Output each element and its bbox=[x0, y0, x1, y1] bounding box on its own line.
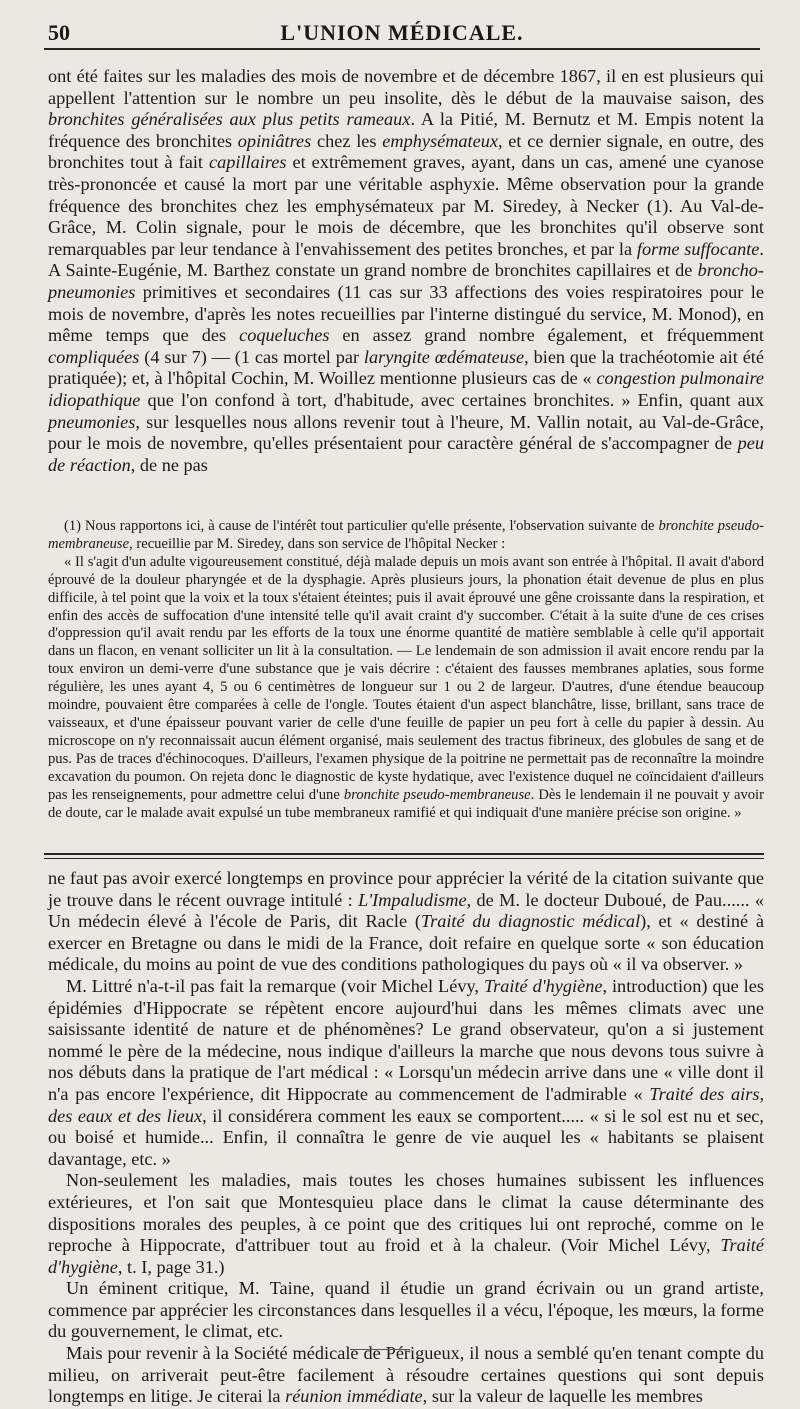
paragraph: Non-seulement les maladies, mais toutes les choses humaines subissent les influences extérieures, et l'on sait que Montesquieu place dans le climat la cause déterminante des dispositions morales des peuples, à ce point que des critiques lui ont reproché, comme on le reproche à Hippocrate, d'attribuer tout au froid et à la chaleur. (Voir Michel Lévy, Traité d'hygiène, t. I, page 31.) bbox=[48, 1170, 764, 1277]
upper-article-text bbox=[48, 66, 764, 476]
paragraph: M. Littré n'a-t-il pas fait la remarque (voir Michel Lévy, Traité d'hygiène, introduction) que les épidémies d'Hippocrate se répètent encore aujourd'hui dans les mêmes climats avec une saisissante identité de nature et de phénomènes? Le grand observateur, qu'on a si justement nommé le père de la médecine, nous indique d'ailleurs la marche que nous devons tous suivre à nos débuts dans la pratique de l'art médical : « Lorsqu'un médecin arrive dans une « ville dont il n'a pas encore l'expérience, dit Hippocrate au commencement de l'admirable « Traité des airs, des eaux et des lieux, il considérera comment les eaux se comportent..... « si le sol est nu et sec, ou boisé et humide... Enfin, il connaîtra le genre de vie auquel les « habitants se plaisent davantage, etc. » bbox=[48, 975, 765, 1169]
paragraph: ont été faites sur les maladies des mois de novembre et de décembre 1867, il en est plusieurs qui appellent l'attention sur le nombre un peu insolite, dès le début de la mauvaise saison, des bronchites généralisées aux plus petits rameaux. A la Pitié, M. Bernutz et M. Empis notent la fréquence des bronchites opiniâtres chez les emphysémateux, et ce dernier signale, en outre, des bronchites tout à fait capillaires et extrêmement graves, ayant, dans un cas, amené une cyanose très-prononcée et causé la mort par une véritable asphyxie. Même observation pour la grande fréquence des bronchites chez les emphysémateux par M. Siredey, à Necker (1). Au Val-de-Grâce, M. Colin signale, pour le mois de décembre, que les bronchites qu'il observe sont remarquables par leur tendance à l'envahissement des petites bronches, et par la forme suffocante. A Sainte-Eugénie, M. Barthez constate un grand nombre de bronchites capillaires et de broncho-pneumonies primitives et secondaires (11 cas sur 33 affections des voies respiratoires pour le mois de novembre, d'après les notes recueillies par l'interne distingué du service, M. Monod), en même temps que des coqueluches en assez grand nombre également, et fréquemment compliquées (4 sur 7) — (1 cas mortel par laryngite œdémateuse, bien que la trachéotomie ait été pratiquée); et, à l'hôpital Cochin, M. Woillez mentionne plusieurs cas de « congestion pulmonaire idiopathique que l'on confond à tort, d'habitude, avec certaines bronchites. » Enfin, quant aux pneumonies, sur lesquelles nous allons revenir tout à l'heure, M. Vallin notait, au Val-de-Grâce, pour le mois de novembre, qu'elles présentaient pour caractère général de s'accompagner de peu de réaction, de ne pas bbox=[48, 66, 765, 475]
paragraph: ne faut pas avoir exercé longtemps en province pour apprécier la vérité de la citation suivante que je trouve dans le récent ouvrage intitulé : L'Impaludisme, de M. le docteur Duboué, de Pau...... « Un médecin élevé à l'école de Paris, dit Racle (Traité du diagnostic médical), et « destiné à exercer en Bretagne ou dans le midi de la France, doit refaire en quelque sorte « son éducation médicale, du moins au point de vue des conditions pathologiques du pays où « il va observer. » bbox=[48, 868, 765, 975]
paragraph: Mais pour revenir à la Société médicale de Périgueux, il nous a semblé qu'en tenant compte du milieu, on arriverait peut-être facilement à résoudre certaines questions qui sont depuis longtemps en litige. Je citerai la réunion immédiate, sur la valeur de laquelle les membres bbox=[48, 1343, 764, 1407]
footnote-quote: « Il s'agit d'un adulte vigoureusement constitué, déjà malade depuis un mois avant son entrée à l'hôpital. Il avait d'abord éprouvé de la douleur pharyngée et de la dysphagie. Après plusieurs jours, la phonation était devenue de plus en plus difficile, à tel point que la voix et la toux s'étaient éteintes; puis il avait éprouvé une gêne croissante dans la respiration, et enfin des accès de suffocation d'une intensité telle qu'il avait craint d'y succomber. C'était à la suite d'une de ces crises d'oppression qu'il avait rendu par les efforts de la toux une énorme quantité de matière semblable à celle qu'il apportait dans un flacon, en venant solliciter un lit à la consultation. — Le lendemain de son admission il avait encore rendu par la toux environ un demi-verre d'une substance que je vais décrire : c'étaient des fausses membranes aplaties, sous forme régulière, les unes ayant 4, 5 ou 6 centimètres de longueur sur 1 ou 2 de largeur. D'autres, d'une étendue beaucoup moindre, pouvaient être comparées à celle de l'ongle. Toutes étaient d'un aspect blanchâtre, lisse, brillant, sans trace de vaisseaux, et d'une épaisseur pouvant varier de celle d'une feuille de papier un peu fort à celle du papier à dessin. Au microscope on n'y reconnaissait aucun élément organisé, mais seulement des tractus fibrineux, des globules de sang et de pus. Pas de traces d'échinocoques. D'ailleurs, l'examen physique de la poitrine ne permettait pas de reconnaître la moindre excavation du poumon. On rejeta donc le diagnostic de kyste hydatique, avec l'existence duquel ne coïncidaient d'ailleurs pas les renseignements, pour admettre celui d'une bronchite pseudo-membraneuse. Dès le lendemain il ne pouvait y avoir de doute, car le malade avait expulsé un tube membraneux ramifié et qui indiquait d'une manière précise son origine. » bbox=[48, 553, 764, 821]
footnote bbox=[48, 518, 764, 822]
page-number: 50 bbox=[48, 20, 70, 45]
section-divider bbox=[44, 853, 764, 855]
paragraph: Un éminent critique, M. Taine, quand il étudie un grand écrivain ou un grand artiste, commence par apprécier les circonstances dans lesquelles il a vécu, l'époque, les mœurs, la forme du gouvernement, le climat, etc. bbox=[48, 1278, 764, 1342]
lower-article-text bbox=[48, 868, 764, 1408]
section-divider-thin bbox=[44, 858, 764, 859]
footnote-intro: (1) Nous rapportons ici, à cause de l'intérêt tout particulier qu'elle présente, l'observation suivante de bronchite pseudo-membraneuse, recueillie par M. Siredey, dans son service de l'hôpital Necker : bbox=[48, 518, 764, 552]
page-header bbox=[44, 18, 760, 50]
printer-mark-rule bbox=[350, 1349, 410, 1350]
journal-title: L'UNION MÉDICALE. bbox=[280, 20, 524, 45]
